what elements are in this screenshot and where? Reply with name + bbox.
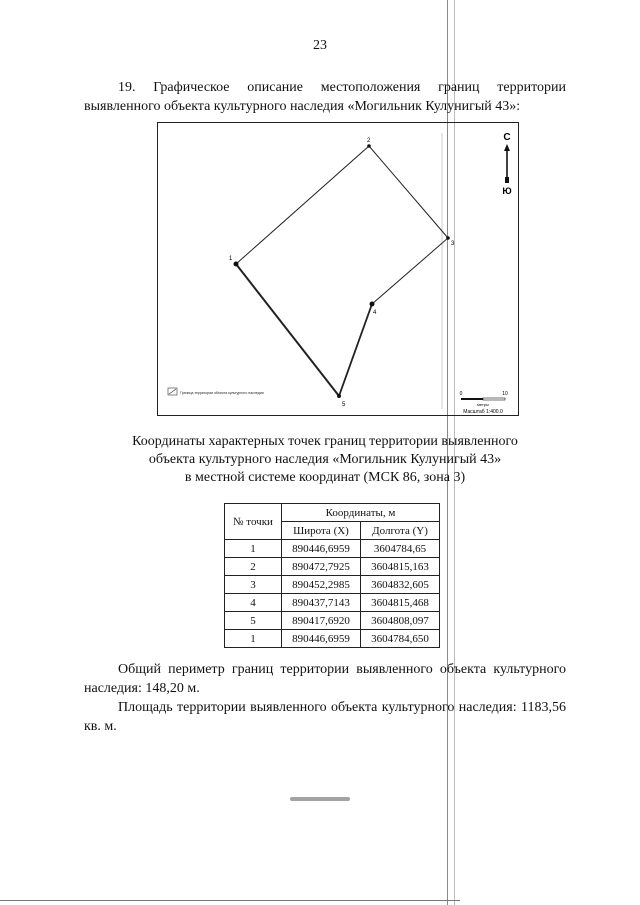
scale-unit: метры (477, 402, 489, 407)
scale-end: 10 (502, 391, 508, 397)
vertex-2 (367, 144, 371, 148)
vertex-3 (446, 236, 450, 240)
cell-y: 3604784,65 (361, 540, 440, 558)
totals-block (84, 660, 566, 736)
south-label: Ю (502, 186, 512, 196)
caption-line-3: в местной системе координат (МСК 86, зона 3) (184, 470, 466, 485)
col-header-x: Широта (X) (282, 522, 361, 540)
vertex-label: 3 (451, 241, 455, 247)
cell-y: 3604784,650 (361, 630, 440, 648)
table-row (225, 540, 440, 558)
section-heading: 19. Графическое описание местоположения границ территории выявленного объекта культурного наследия «Могильник Кулунигый 43»: (84, 80, 566, 114)
map-legend (168, 388, 264, 395)
cell-point: 5 (225, 612, 282, 630)
cell-x: 890437,7143 (282, 594, 361, 612)
cell-x: 890417,6920 (282, 612, 361, 630)
cell-y: 3604832,605 (361, 576, 440, 594)
table-row (225, 630, 440, 648)
vertex-label: 4 (373, 310, 377, 316)
table-row (225, 594, 440, 612)
cell-y: 3604815,163 (361, 558, 440, 576)
page-number: 23 (313, 38, 327, 53)
cell-x: 890446,6959 (282, 540, 361, 558)
north-arrow-icon (502, 132, 511, 196)
table-row (225, 558, 440, 576)
table-row (225, 612, 440, 630)
scale-start: 0 (459, 391, 463, 397)
cell-point: 2 (225, 558, 282, 576)
north-label: С (503, 132, 511, 143)
coordinates-table (224, 503, 440, 648)
perimeter-text: Общий периметр границ территории выявленного объекта культурного наследия: 148,20 м. (84, 662, 566, 696)
col-header-point: № точки (225, 504, 282, 540)
cell-point: 1 (225, 630, 282, 648)
cell-x: 890452,2985 (282, 576, 361, 594)
boundary-polygon (236, 146, 448, 396)
table-caption (84, 433, 566, 487)
cell-y: 3604808,097 (361, 612, 440, 630)
vertex-4 (370, 302, 375, 307)
legend-text: Граница территории объекта культурного наследия (180, 391, 264, 395)
area-text: Площадь территории выявленного объекта культурного наследия: 1183,56 кв. м. (84, 700, 566, 734)
vertex-label: 1 (229, 256, 233, 262)
scan-bottom-line (0, 900, 460, 901)
col-header-coords: Координаты, м (282, 504, 440, 522)
vertex-label: 2 (367, 138, 371, 144)
vertex-1 (234, 262, 239, 267)
cell-point: 3 (225, 576, 282, 594)
col-header-y: Долгота (Y) (361, 522, 440, 540)
vertex-label: 5 (342, 402, 346, 408)
boundary-map (157, 122, 519, 416)
cell-point: 4 (225, 594, 282, 612)
cell-x: 890472,7925 (282, 558, 361, 576)
cell-y: 3604815,468 (361, 594, 440, 612)
table-row (225, 576, 440, 594)
cell-x: 890446,6959 (282, 630, 361, 648)
scale-bar (460, 391, 508, 415)
caption-line-1: Координаты характерных точек границ территории выявленного (132, 434, 518, 449)
vertex-5 (337, 394, 341, 398)
scale-text: Масштаб 1:400.0 (463, 409, 503, 415)
cell-point: 1 (225, 540, 282, 558)
caption-line-2: объекта культурного наследия «Могильник Кулунигый 43» (148, 452, 502, 467)
coordinates-table-wrap (224, 503, 440, 648)
scan-smudge (290, 797, 350, 801)
